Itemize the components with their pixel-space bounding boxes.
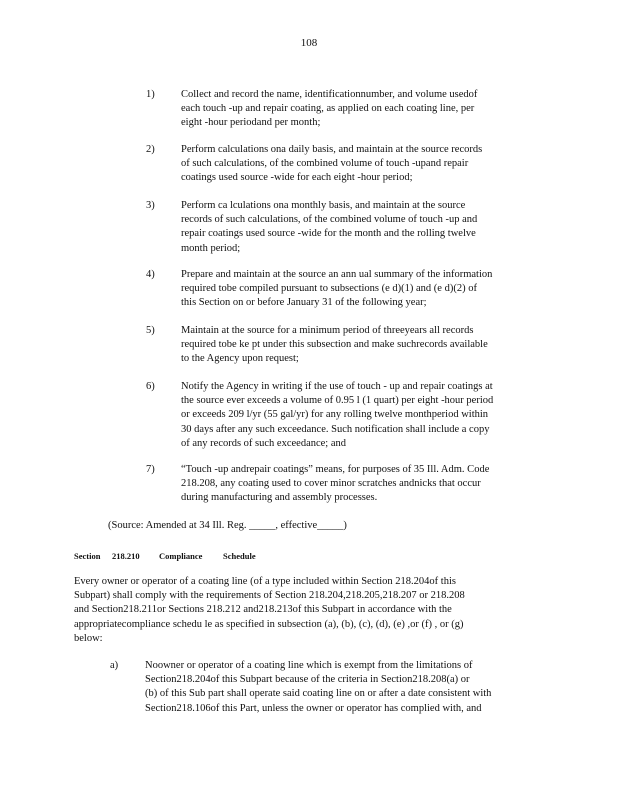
text-line: records of such calculations, of the combined volume of touch -up and	[181, 214, 478, 226]
item-number: 1)	[146, 89, 155, 100]
text-line: and Section218.211or Sections 218.212 and218.213of this Subpart in accordance with the	[74, 604, 452, 616]
text-line: Subpart) shall comply with the requirements of Section 218.204,218.205,218.207 or 218.208	[74, 590, 465, 602]
text-line: required tobe compiled pursuant to subsections (e d)(1) and (e d)(2) of	[181, 283, 477, 295]
item-number: 4)	[146, 269, 155, 280]
text-line: Notify the Agency in writing if the use of touch - up and repair coatings at	[181, 381, 493, 392]
item-number: 3)	[146, 200, 155, 211]
text-line: of any records of such exceedance; and	[181, 437, 347, 449]
subsection-number: a)	[110, 660, 119, 671]
text-line: Prepare and maintain at the source an ann ual summary of the information	[181, 269, 493, 280]
text-line: Every owner or operator of a coating line (of a type included within Section 218.204of this	[74, 576, 456, 587]
section-subtitle: Schedule	[223, 551, 256, 561]
text-line: Section218.204of this Subpart because of the criteria in Section218.208(a) or	[145, 674, 470, 686]
text-line: repair coatings used source -wide for the month and the rolling twelve	[181, 228, 476, 240]
text-line: “Touch -up andrepair coatings” means, for purposes of 35 Ill. Adm. Code	[181, 464, 490, 475]
section-id: 218.210	[112, 551, 140, 561]
text-line: (b) of this Sub part shall operate said coating line on or after a date consistent with	[145, 688, 492, 700]
text-line: Section218.106of this Part, unless the owner or operator has complied with, and	[145, 702, 482, 714]
text-line: coatings used source -wide for each eight -hour period;	[181, 172, 413, 184]
text-line: Collect and record the name, identificationnumber, and volume usedof	[181, 89, 478, 100]
item-number: 6)	[146, 381, 155, 392]
text-line: 218.208, any coating used to cover minor scratches andnicks that occur	[181, 478, 481, 490]
text-line: Maintain at the source for a minimum period of threeyears all records	[181, 325, 474, 336]
item-number: 2)	[146, 144, 155, 155]
section-title: Compliance	[159, 551, 203, 561]
text-line: the source ever exceeds a volume of 0.95 l (1 quart) per eight -hour period	[181, 395, 494, 407]
text-line: eight -hour periodand per month;	[181, 117, 321, 129]
text-line: during manufacturing and assembly processes.	[181, 492, 378, 504]
item-text	[181, 199, 543, 256]
text-line: below:	[74, 632, 103, 644]
subsection-text	[145, 659, 550, 716]
item-text	[181, 268, 543, 311]
text-line: Noowner or operator of a coating line which is exempt from the limitations of	[145, 660, 473, 671]
section-paragraph	[74, 575, 544, 646]
page-number: 108	[300, 37, 318, 49]
text-line: of such calculations, of the combined volume of touch -upand repair	[181, 158, 469, 170]
item-text	[181, 380, 543, 451]
item-text	[181, 324, 543, 367]
text-line: Perform calculations ona daily basis, and maintain at the source records	[181, 144, 483, 155]
text-line: 30 days after any such exceedance. Such notification shall include a copy	[181, 423, 490, 435]
item-number: 5)	[146, 325, 155, 336]
text-line: required tobe ke pt under this subsection and make suchrecords available	[181, 339, 488, 351]
text-line: to the Agency upon request;	[181, 353, 299, 365]
text-line: this Section on or before January 31 of the following year;	[181, 297, 427, 309]
item-number: 7)	[146, 464, 155, 475]
text-line: month period;	[181, 242, 241, 254]
source-note: (Source: Amended at 34 Ill. Reg. _____, effective_____)	[108, 520, 347, 531]
text-line: or exceeds 209 l/yr (55 gal/yr) for any rolling twelve monthperiod within	[181, 409, 489, 421]
item-text	[181, 463, 543, 506]
text-line: each touch -up and repair coating, as applied on each coating line, per	[181, 103, 475, 115]
item-text	[181, 88, 543, 131]
text-line: appropriatecompliance schedu le as specified in subsection (a), (b), (c), (d), (e) ,or (f) , or (g)	[74, 618, 464, 630]
text-line: Perform ca lculations ona monthly basis, and maintain at the source	[181, 200, 466, 211]
item-text	[181, 143, 543, 186]
section-label: Section	[74, 551, 101, 561]
